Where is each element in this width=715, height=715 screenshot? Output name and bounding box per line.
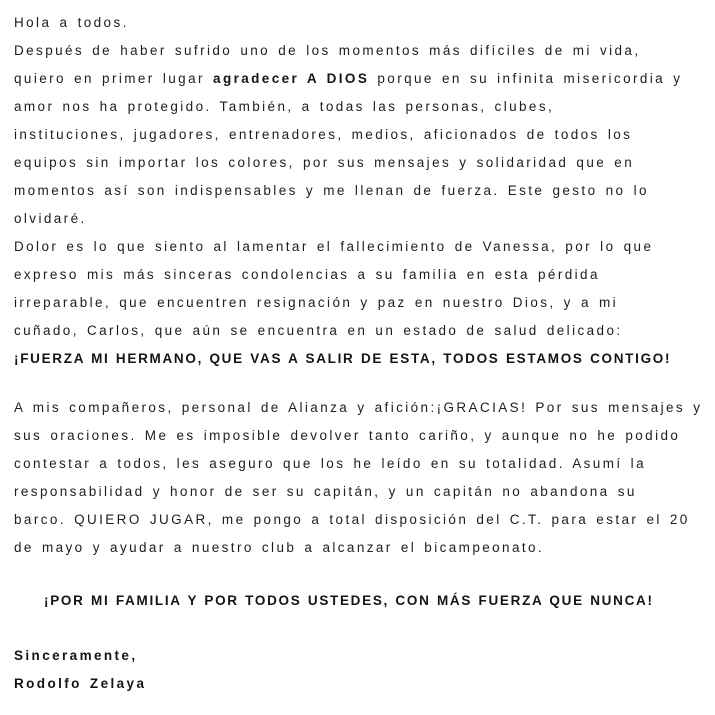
letter-line — [14, 587, 713, 615]
text-segment: Dolor es lo que siento al lamentar el fallecimiento de Vanessa, por lo que — [14, 239, 654, 254]
letter-line — [14, 642, 713, 670]
letter-line — [14, 37, 713, 65]
text-segment: sus oraciones. Me es imposible devolver tanto cariño, y aunque no he podido — [14, 428, 681, 443]
bold-text-segment: Sinceramente, — [14, 648, 138, 663]
letter-line — [14, 345, 713, 373]
text-segment: Hola a todos. — [14, 15, 129, 30]
letter-line — [14, 233, 713, 261]
letter-line — [14, 670, 713, 698]
letter-line — [14, 205, 713, 233]
letter-line — [14, 289, 713, 317]
letter-line — [14, 317, 713, 345]
text-segment: amor nos ha protegido. También, a todas las personas, clubes, — [14, 99, 555, 114]
letter-line — [14, 422, 713, 450]
text-segment: cuñado, Carlos, que aún se encuentra en un estado de salud delicado: — [14, 323, 623, 338]
text-segment: equipos sin importar los colores, por sus mensajes y solidaridad que en — [14, 155, 635, 170]
letter-line — [14, 478, 713, 506]
letter-block-gratitude-and-commitment — [14, 394, 713, 562]
letter-line — [14, 93, 713, 121]
text-segment: responsabilidad y honor de ser su capitán, y un capitán no abandona su — [14, 484, 637, 499]
text-segment: momentos así son indispensables y me llenan de fuerza. Este gesto no lo — [14, 183, 649, 198]
letter-line — [14, 534, 713, 562]
letter-line — [14, 506, 713, 534]
text-segment: A mis compañeros, personal de Alianza y afición:¡GRACIAS! Por sus mensajes y — [14, 400, 703, 415]
bold-text-segment: agradecer A DIOS — [213, 71, 370, 86]
bold-text-segment: ¡POR MI FAMILIA Y POR TODOS USTEDES, CON MÁS FUERZA QUE NUNCA! — [44, 593, 654, 608]
letter-line — [14, 177, 713, 205]
text-segment: instituciones, jugadores, entrenadores, medios, aficionados de todos los — [14, 127, 633, 142]
text-segment: olvidaré. — [14, 211, 87, 226]
letter-line — [14, 261, 713, 289]
letter-block-rallying-cry — [14, 587, 713, 615]
letter-block-greeting-and-thanks — [14, 9, 713, 373]
text-segment: quiero en primer lugar — [14, 71, 214, 86]
text-segment: irreparable, que encuentren resignación y paz en nuestro Dios, y a mi — [14, 295, 619, 310]
text-segment: Después de haber sufrido uno de los momentos más difíciles de mi vida, — [14, 43, 641, 58]
letter-line — [14, 9, 713, 37]
text-segment: porque en su infinita misericordia y — [369, 71, 683, 86]
letter-line — [14, 450, 713, 478]
bold-text-segment: Rodolfo Zelaya — [14, 676, 147, 691]
letter-block-signature — [14, 642, 713, 698]
letter-line — [14, 65, 713, 93]
letter-line — [14, 149, 713, 177]
letter-line — [14, 121, 713, 149]
text-segment: expreso mis más sinceras condolencias a su familia en esta pérdida — [14, 267, 600, 282]
text-segment: barco. QUIERO JUGAR, me pongo a total disposición del C.T. para estar el 20 — [14, 512, 690, 527]
text-segment: de mayo y ayudar a nuestro club a alcanzar el bicampeonato. — [14, 540, 545, 555]
text-segment: contestar a todos, les aseguro que los he leído en su totalidad. Asumí la — [14, 456, 646, 471]
bold-text-segment: ¡FUERZA MI HERMANO, QUE VAS A SALIR DE ESTA, TODOS ESTAMOS CONTIGO! — [14, 351, 672, 366]
letter-line — [14, 394, 713, 422]
